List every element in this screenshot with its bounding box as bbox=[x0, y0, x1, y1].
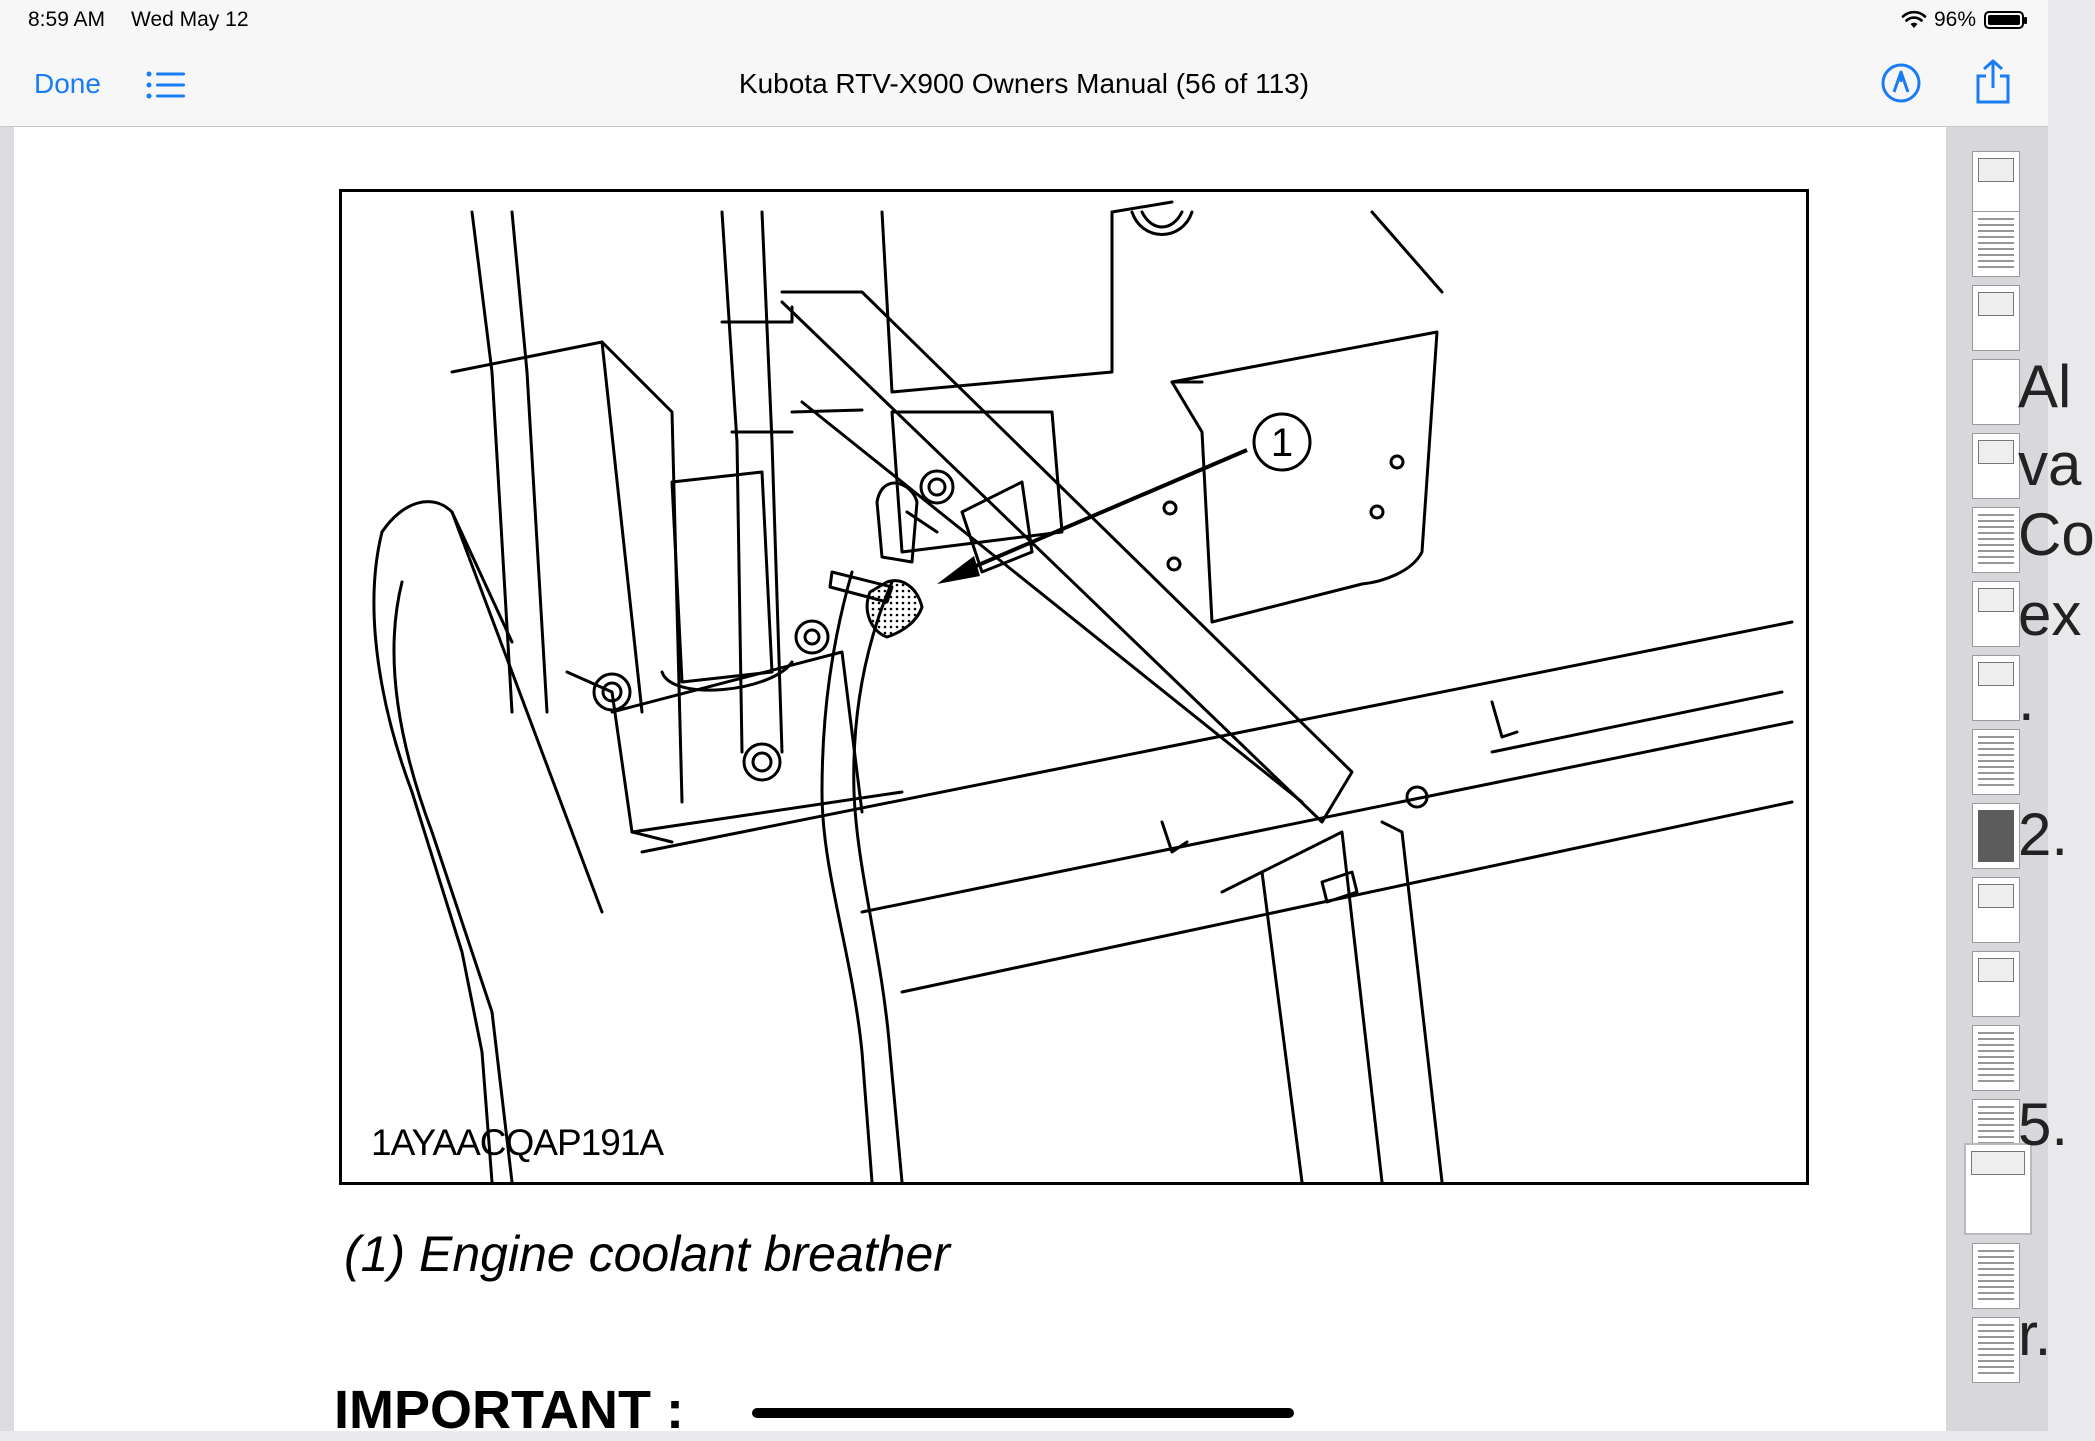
page-thumbnail[interactable] bbox=[1972, 151, 2020, 217]
nav-bar bbox=[0, 40, 2048, 127]
next-page-edge-text: . bbox=[2018, 666, 2035, 733]
status-bar bbox=[0, 0, 2048, 40]
next-page-edge-text: Al bbox=[2018, 353, 2072, 420]
page-thumbnail[interactable] bbox=[1972, 433, 2020, 499]
figure-caption: (1) Engine coolant breather bbox=[344, 1226, 950, 1282]
wifi-icon bbox=[1902, 11, 1926, 29]
markup-icon[interactable] bbox=[1880, 62, 1922, 104]
next-page-edge-text: va bbox=[2018, 431, 2082, 498]
coolant-breather-illustration bbox=[342, 192, 1806, 1182]
page-thumbnail[interactable] bbox=[1972, 1317, 2020, 1383]
page-thumbnail[interactable] bbox=[1972, 803, 2020, 869]
important-heading: IMPORTANT : bbox=[334, 1380, 684, 1440]
list-icon[interactable] bbox=[146, 70, 186, 100]
thumbnail-sidebar[interactable] bbox=[1946, 127, 2048, 1431]
page-gutter bbox=[0, 127, 14, 1431]
page-thumbnail[interactable] bbox=[1972, 1243, 2020, 1309]
next-page-edge-text: 2. bbox=[2018, 801, 2069, 868]
page-thumbnail[interactable] bbox=[1972, 951, 2020, 1017]
status-time: 8:59 AM bbox=[28, 8, 106, 31]
document-page[interactable] bbox=[14, 127, 1946, 1440]
document-title: Kubota RTV-X900 Owners Manual (56 of 113) bbox=[738, 68, 1310, 99]
battery-icon bbox=[1984, 11, 2024, 29]
page-thumbnail[interactable] bbox=[1972, 1025, 2020, 1091]
page-thumbnail[interactable] bbox=[1972, 655, 2020, 721]
page-thumbnail[interactable] bbox=[1972, 729, 2020, 795]
battery-percent: 96% bbox=[1933, 8, 1976, 31]
figure-code: 1AYAACQAP191A bbox=[371, 1122, 664, 1163]
next-page-edge-text: r. bbox=[2018, 1301, 2052, 1368]
callout-number: 1 bbox=[1270, 421, 1294, 465]
next-page-edge-text: 5. bbox=[2018, 1091, 2069, 1158]
page-thumbnail[interactable] bbox=[1972, 877, 2020, 943]
page-thumbnail[interactable] bbox=[1972, 211, 2020, 277]
done-button[interactable]: Done bbox=[34, 68, 101, 99]
next-page-edge-text: Co bbox=[2018, 501, 2095, 568]
page-thumbnail[interactable] bbox=[1972, 285, 2020, 351]
page-thumbnail[interactable] bbox=[1972, 507, 2020, 573]
status-date: Wed May 12 bbox=[131, 8, 249, 31]
page-thumbnail[interactable] bbox=[1972, 359, 2020, 425]
engine-coolant-figure bbox=[339, 189, 1809, 1185]
page-thumbnail[interactable] bbox=[1972, 581, 2020, 647]
status-indicators bbox=[1902, 8, 2024, 32]
next-page-edge-text: ex bbox=[2018, 581, 2082, 648]
home-indicator[interactable] bbox=[752, 1408, 1294, 1418]
share-icon[interactable] bbox=[1972, 58, 2014, 106]
